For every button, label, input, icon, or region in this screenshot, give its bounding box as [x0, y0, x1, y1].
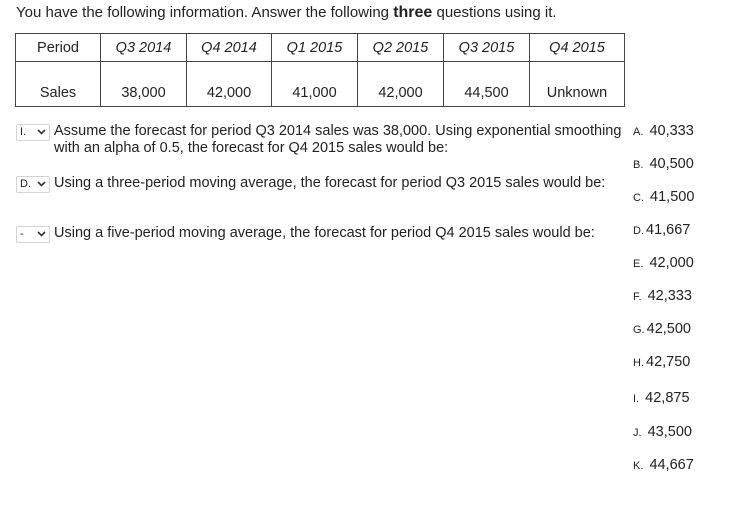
option-value: 40,333 [649, 123, 694, 139]
option-a [633, 123, 694, 139]
option-value: 41,667 [646, 222, 691, 238]
question-3 [16, 225, 628, 242]
question-text: Assume the forecast for period Q3 2014 sales was 38,000. Using exponential smoothing with an alpha of 0.5, the forecast for Q4 2015 sales would be: [54, 123, 622, 156]
option-g [633, 321, 691, 337]
table-spacer-cell [358, 62, 444, 80]
chevron-down-icon [37, 231, 46, 237]
option-c [633, 189, 694, 205]
option-h [633, 354, 690, 370]
option-i [633, 390, 690, 406]
option-j [633, 424, 692, 440]
table-spacer-cell [444, 62, 530, 80]
option-letter: K. [633, 460, 644, 472]
question-text: Using a five-period moving average, the forecast for period Q4 2015 sales would be: [54, 225, 595, 241]
option-value: 42,000 [649, 255, 694, 271]
option-value: 42,333 [647, 288, 692, 304]
table-header-cell: Q3 2015 [444, 34, 530, 62]
table-spacer-cell [101, 62, 187, 80]
table-row-label: Sales [16, 79, 101, 107]
option-letter: C. [633, 192, 644, 204]
option-letter: F. [633, 291, 642, 303]
intro-after: questions using it. [432, 4, 557, 21]
answer-select-value: I. [20, 126, 27, 138]
option-f [633, 288, 692, 304]
intro-text [16, 4, 557, 22]
option-e [633, 255, 694, 271]
table-cell: 44,500 [444, 79, 530, 107]
answer-select-3[interactable] [16, 226, 50, 243]
table-header-cell: Q4 2015 [530, 34, 625, 62]
table-header-cell: Q4 2014 [187, 34, 272, 62]
table-spacer-cell [272, 62, 358, 80]
chevron-down-icon [37, 181, 46, 187]
option-letter: G. [633, 324, 645, 336]
table-header-period: Period [16, 34, 101, 62]
option-letter: A. [633, 126, 644, 138]
table-header-cell: Q3 2014 [101, 34, 187, 62]
option-value: 44,667 [649, 457, 694, 473]
table-cell: 42,000 [358, 79, 444, 107]
option-letter: B. [633, 159, 644, 171]
table-header-cell: Q1 2015 [272, 34, 358, 62]
option-b [633, 156, 694, 172]
option-k [633, 457, 694, 473]
table-spacer-cell [187, 62, 272, 80]
option-d [633, 222, 690, 238]
table-row [16, 79, 625, 107]
answer-select-value: - [20, 228, 24, 240]
option-letter: H. [633, 357, 644, 369]
option-letter: I. [633, 393, 640, 405]
table-spacer-cell [16, 62, 101, 80]
table-cell: 41,000 [272, 79, 358, 107]
question-1 [16, 123, 628, 157]
table-spacer-cell [530, 62, 625, 80]
option-value: 42,750 [646, 354, 691, 370]
intro-emphasis: three [393, 4, 433, 21]
answer-select-value: D. [20, 178, 31, 190]
option-letter: J. [633, 427, 642, 439]
table-header-cell: Q2 2015 [358, 34, 444, 62]
intro-before: You have the following information. Answer the following [16, 4, 394, 21]
table-cell: 42,000 [187, 79, 272, 107]
option-value: 42,875 [645, 390, 690, 406]
option-value: 41,500 [650, 189, 695, 205]
table-cell: 38,000 [101, 79, 187, 107]
table-cell: Unknown [530, 79, 625, 107]
answer-select-2[interactable] [16, 176, 50, 193]
option-value: 43,500 [647, 424, 692, 440]
chevron-down-icon [37, 129, 46, 135]
table-spacer-row [16, 62, 625, 80]
question-text: Using a three-period moving average, the forecast for period Q3 2015 sales would be: [54, 175, 606, 191]
table-header-row [16, 34, 625, 62]
option-value: 42,500 [646, 321, 691, 337]
answer-select-1[interactable] [16, 124, 50, 141]
option-value: 40,500 [649, 156, 694, 172]
option-letter: E. [633, 258, 644, 270]
sales-table [15, 33, 625, 107]
option-letter: D. [633, 225, 644, 237]
question-2 [16, 175, 628, 192]
